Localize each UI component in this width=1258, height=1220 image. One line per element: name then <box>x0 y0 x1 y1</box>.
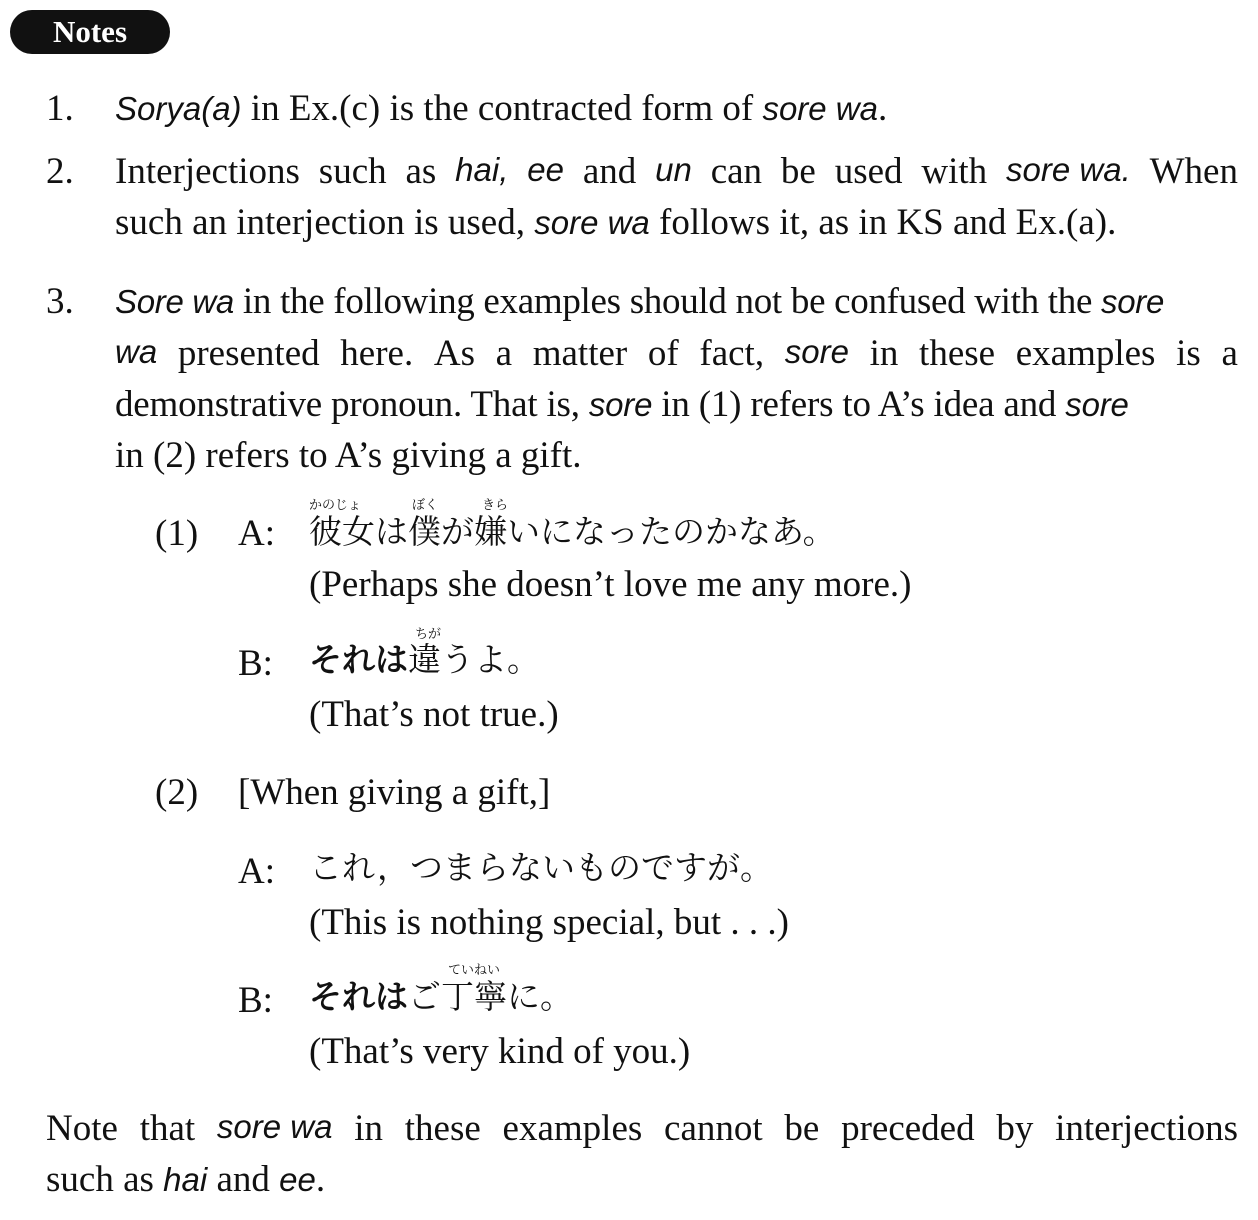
example-2-a-japanese: これ，つまらないものですが。 <box>309 848 773 887</box>
note-number-2: 2. <box>46 151 74 192</box>
example-1-a-japanese: 彼女は僕が嫌いになったのかなあ。 <box>309 512 836 551</box>
example-1-number: (1) <box>155 513 199 554</box>
example-2-context: [When giving a gift,] <box>238 772 551 813</box>
ruby-teinei: ていねい <box>448 963 501 978</box>
notes-badge: Notes <box>10 10 170 54</box>
example-2-b-translation: (That’s very kind of you.) <box>309 1031 691 1072</box>
ruby-chiga: ちが <box>415 627 442 642</box>
example-1-a-translation: (Perhaps she doesn’t love me any more.) <box>309 564 912 605</box>
example-2-a-translation: (This is nothing special, but . . .) <box>309 902 789 943</box>
example-2-speaker-b: B: <box>238 980 273 1021</box>
example-1-speaker-a: A: <box>238 513 275 554</box>
example-1-b-japanese: それは違うよ。 <box>309 640 540 679</box>
note-1-text: Sorya(a) in Ex.(c) is the contracted form of sore wa. <box>115 88 888 129</box>
example-2-b-japanese: それはご丁寧に。 <box>309 977 573 1016</box>
ruby-kanojo: かのじょ <box>309 498 362 513</box>
example-1-b-translation: (That’s not true.) <box>309 694 559 735</box>
note-number-3: 3. <box>46 281 74 322</box>
note-3-line-4: in (2) refers to A’s giving a gift. <box>115 435 582 476</box>
closing-note-line-2: such as hai and ee. <box>46 1159 326 1200</box>
example-2-number: (2) <box>155 772 199 813</box>
note-3-line-1: Sore wa in the following examples should not be confused with the sore <box>115 281 1165 322</box>
note-number-1: 1. <box>46 88 74 129</box>
example-1-speaker-b: B: <box>238 643 273 684</box>
note-2-line-1: Interjections such as hai, ee and un can be used with sore wa. When <box>115 151 1238 192</box>
closing-note-line-1: Note that sore wa in these examples cannot be preceded by interjections <box>46 1108 1238 1149</box>
ruby-boku: ぼく <box>412 498 439 513</box>
note-3-line-2: wa presented here. As a matter of fact, sore in these examples is a <box>115 333 1238 374</box>
note-3-line-3: demonstrative pronoun. That is, sore in (1) refers to A’s idea and sore <box>115 384 1129 425</box>
note-2-line-2: such an interjection is used, sore wa follows it, as in KS and Ex.(a). <box>115 202 1117 243</box>
example-2-speaker-a: A: <box>238 851 275 892</box>
ruby-kira: きら <box>482 498 509 513</box>
